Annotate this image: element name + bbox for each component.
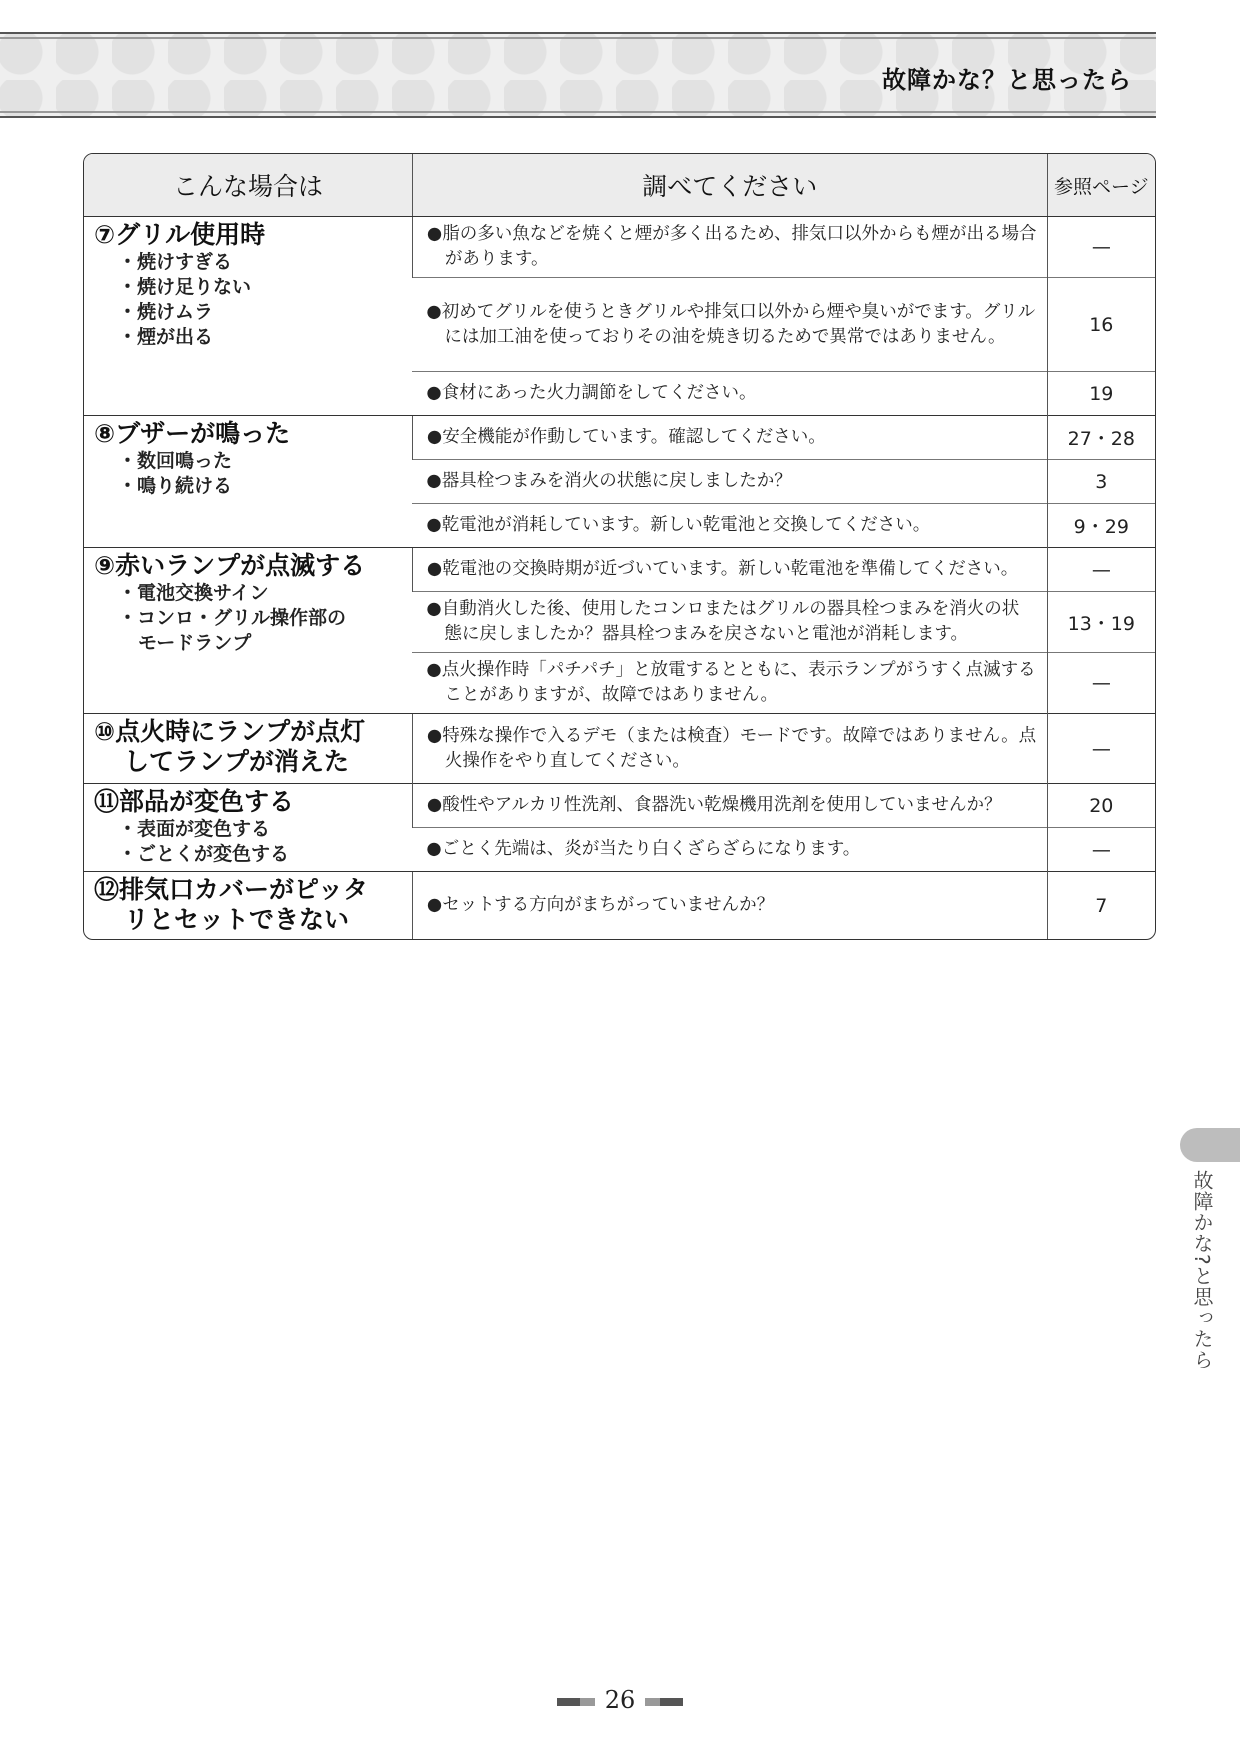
case-cell [84,217,412,416]
page-ref: — [1047,217,1155,278]
page-ref: — [1047,828,1155,872]
check-cell: ●脂の多い魚などを焼くと煙が多く出るため、排気口以外からも煙が出る場合があります。 [412,217,1047,278]
page-ref: 9・29 [1047,504,1155,548]
page-ref: 16 [1047,278,1155,372]
page-ref: — [1047,714,1155,784]
header-band [0,32,1156,118]
check-cell: ●酸性やアルカリ性洗剤、食器洗い乾燥機用洗剤を使用していませんか？ [412,784,1047,828]
case-sub: ・表面が変色する [118,818,271,840]
check-cell: ●初めてグリルを使うときグリルや排気口以外から煙や臭いがでます。グリルには加工油を使っておりその油を焼き切るためで異常ではありません。 [412,278,1047,372]
case-sub: モードランプ [138,632,252,654]
check-cell: ●乾電池が消耗しています。新しい乾電池と交換してください。 [412,504,1047,548]
case-title: ⑧ブザーが鳴った [94,419,291,448]
check-cell: ●セットする方向がまちがっていませんか？ [412,872,1047,940]
case-title: ⑦グリル使用時 [94,220,266,249]
case-sub: ・煙が出る [118,326,214,348]
page-ref: — [1047,653,1155,714]
side-tab-label: 故障かな?と思ったら [1190,1170,1214,1371]
column-header-check: 調べてください [412,154,1047,217]
table-row [84,416,1155,460]
page-number-text: 26 [604,1686,636,1714]
section-title: 故障かな？と思ったら [882,66,1132,94]
case-sub: ・焼けムラ [118,301,214,323]
table-row [84,217,1155,278]
column-header-case: こんな場合は [84,154,412,217]
case-cell [84,872,412,940]
check-cell: ●特殊な操作で入るデモ（または検査）モードです。故障ではありません。点火操作をやり直してください。 [412,714,1047,784]
page-number [0,1686,1240,1714]
case-cell [84,784,412,872]
case-sub: ・焼け足りない [118,276,252,298]
table-header-row [84,154,1155,217]
case-title: してランプが消えた [124,747,350,776]
page-ref: 7 [1047,872,1155,940]
case-title: ⑩点火時にランプが点灯 [94,717,366,746]
page-number-bar-right [645,1698,683,1706]
page-ref: — [1047,548,1155,592]
page-ref: 3 [1047,460,1155,504]
troubleshooting-table [83,153,1156,940]
case-cell [84,416,412,548]
check-cell: ●安全機能が作動しています。確認してください。 [412,416,1047,460]
case-sub: ・焼けすぎる [118,251,233,273]
check-cell: ●食材にあった火力調節をしてください。 [412,372,1047,416]
table-row [84,548,1155,592]
case-title: ⑪部品が変色する [94,787,295,816]
page-number-bar-left [557,1698,595,1706]
case-title: ⑫排気口カバーがピッタ [94,875,369,904]
check-cell: ●点火操作時「パチパチ」と放電するとともに、表示ランプがうすく点滅することがありますが、故障ではありません。 [412,653,1047,714]
table-row [84,872,1155,940]
case-sub: ・数回鳴った [118,450,233,472]
page-ref: 27・28 [1047,416,1155,460]
side-tab-marker [1180,1128,1240,1162]
column-header-page: 参照ページ [1047,154,1155,217]
case-title: リとセットできない [124,905,350,934]
table-row [84,714,1155,784]
case-sub: ・鳴り続ける [118,475,233,497]
check-cell: ●自動消火した後、使用したコンロまたはグリルの器具栓つまみを消火の状態に戻しましたか？器具栓つまみを戻さないと電池が消耗します。 [412,592,1047,653]
case-sub: ・ごとくが変色する [118,843,290,865]
page-ref: 13・19 [1047,592,1155,653]
case-sub: ・電池交換サイン [118,582,269,604]
case-cell [84,714,412,784]
case-title: ⑨赤いランプが点滅する [94,551,366,580]
page-ref: 20 [1047,784,1155,828]
check-cell: ●器具栓つまみを消火の状態に戻しましたか？ [412,460,1047,504]
page-ref: 19 [1047,372,1155,416]
case-cell [84,548,412,714]
check-cell: ●ごとく先端は、炎が当たり白くざらざらになります。 [412,828,1047,872]
check-cell: ●乾電池の交換時期が近づいています。新しい乾電池を準備してください。 [412,548,1047,592]
case-sub: ・コンロ・グリル操作部の [118,607,347,629]
table-row [84,784,1155,828]
